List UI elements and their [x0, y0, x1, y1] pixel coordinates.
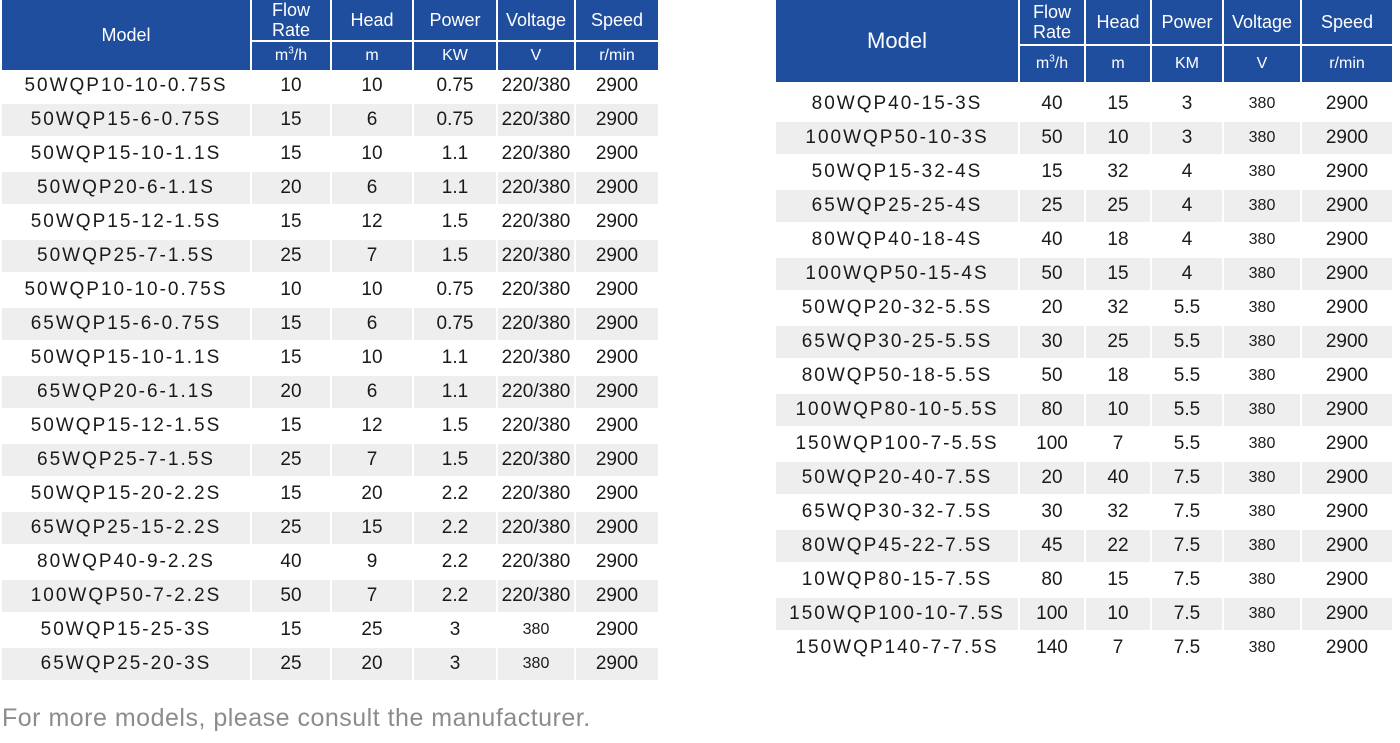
flow-rate-cell: 15	[252, 410, 332, 444]
table-row	[2, 648, 658, 682]
power-cell: 4	[1152, 224, 1224, 258]
power-cell: 1.5	[414, 410, 498, 444]
voltage-cell: 380	[1224, 564, 1302, 598]
model-cell: 65WQP30-25-5.5S	[776, 326, 1020, 360]
voltage-cell: 220/380	[498, 410, 576, 444]
speed-header: Speed	[1302, 0, 1392, 44]
head-cell: 25	[1086, 326, 1152, 360]
flow-rate-cell: 50	[1020, 360, 1086, 394]
flow-rate-cell: 140	[1020, 632, 1086, 666]
head-cell: 10	[332, 274, 414, 308]
power-cell: 3	[1152, 122, 1224, 156]
head-cell: 18	[1086, 224, 1152, 258]
table-row	[2, 104, 658, 138]
head-cell: 6	[332, 104, 414, 138]
voltage-unit: V	[1224, 44, 1302, 82]
table-row	[776, 428, 1392, 462]
head-cell: 25	[332, 614, 414, 648]
model-cell: 80WQP40-9-2.2S	[2, 546, 252, 580]
voltage-cell: 380	[1224, 360, 1302, 394]
voltage-cell: 220/380	[498, 172, 576, 206]
flow-rate-cell: 50	[252, 580, 332, 614]
speed-cell: 2900	[576, 648, 658, 682]
speed-cell: 2900	[576, 308, 658, 342]
model-cell: 50WQP10-10-0.75S	[2, 70, 252, 104]
voltage-cell: 380	[1224, 156, 1302, 190]
voltage-cell: 220/380	[498, 274, 576, 308]
model-cell: 65WQP20-6-1.1S	[2, 376, 252, 410]
speed-cell: 2900	[1302, 530, 1392, 564]
table-row	[776, 598, 1392, 632]
speed-cell: 2900	[576, 138, 658, 172]
voltage-cell: 220/380	[498, 308, 576, 342]
speed-cell: 2900	[576, 614, 658, 648]
header-row	[2, 0, 658, 40]
power-cell: 5.5	[1152, 394, 1224, 428]
head-cell: 7	[332, 580, 414, 614]
power-cell: 0.75	[414, 274, 498, 308]
voltage-cell: 220/380	[498, 342, 576, 376]
speed-cell: 2900	[1302, 122, 1392, 156]
model-cell: 100WQP50-7-2.2S	[2, 580, 252, 614]
flow-rate-cell: 20	[1020, 292, 1086, 326]
power-cell: 4	[1152, 156, 1224, 190]
table-row	[2, 70, 658, 104]
voltage-cell: 220/380	[498, 70, 576, 104]
table-row	[2, 138, 658, 172]
voltage-cell: 380	[1224, 632, 1302, 666]
voltage-cell: 220/380	[498, 580, 576, 614]
voltage-cell: 220/380	[498, 512, 576, 546]
voltage-cell: 380	[1224, 530, 1302, 564]
head-cell: 7	[332, 240, 414, 274]
flow-rate-header: Flow Rate	[1020, 0, 1086, 44]
model-cell: 10WQP80-15-7.5S	[776, 564, 1020, 598]
head-cell: 20	[332, 648, 414, 682]
model-cell: 100WQP50-15-4S	[776, 258, 1020, 292]
power-unit: KW	[414, 40, 498, 70]
model-cell: 50WQP20-32-5.5S	[776, 292, 1020, 326]
model-cell: 50WQP20-6-1.1S	[2, 172, 252, 206]
model-cell: 50WQP20-40-7.5S	[776, 462, 1020, 496]
table-row	[776, 258, 1392, 292]
flow-rate-cell: 100	[1020, 598, 1086, 632]
power-cell: 1.1	[414, 172, 498, 206]
flow-rate-cell: 25	[1020, 190, 1086, 224]
speed-cell: 2900	[1302, 394, 1392, 428]
speed-cell: 2900	[1302, 190, 1392, 224]
power-cell: 1.5	[414, 444, 498, 478]
table-row	[2, 308, 658, 342]
table-body	[776, 82, 1392, 666]
head-header: Head	[1086, 0, 1152, 44]
head-cell: 25	[1086, 190, 1152, 224]
power-cell: 7.5	[1152, 598, 1224, 632]
model-cell: 50WQP15-20-2.2S	[2, 478, 252, 512]
head-cell: 12	[332, 410, 414, 444]
footer-note: For more models, please consult the manufacturer.	[2, 704, 591, 732]
power-cell: 3	[414, 614, 498, 648]
voltage-cell: 380	[1224, 394, 1302, 428]
speed-cell: 2900	[1302, 360, 1392, 394]
model-cell: 150WQP140-7-7.5S	[776, 632, 1020, 666]
model-cell: 50WQP15-25-3S	[2, 614, 252, 648]
power-cell: 4	[1152, 190, 1224, 224]
model-cell: 50WQP15-10-1.1S	[2, 342, 252, 376]
model-cell: 65WQP25-20-3S	[2, 648, 252, 682]
power-cell: 2.2	[414, 580, 498, 614]
power-unit: KM	[1152, 44, 1224, 82]
flow-rate-cell: 15	[252, 308, 332, 342]
flow-rate-cell: 10	[252, 274, 332, 308]
speed-cell: 2900	[576, 376, 658, 410]
voltage-cell: 220/380	[498, 376, 576, 410]
speed-cell: 2900	[576, 410, 658, 444]
table-row	[2, 478, 658, 512]
head-cell: 7	[332, 444, 414, 478]
model-cell: 50WQP15-12-1.5S	[2, 410, 252, 444]
flow-rate-cell: 80	[1020, 394, 1086, 428]
power-cell: 1.5	[414, 206, 498, 240]
power-cell: 2.2	[414, 546, 498, 580]
power-cell: 2.2	[414, 512, 498, 546]
speed-cell: 2900	[1302, 258, 1392, 292]
head-cell: 7	[1086, 428, 1152, 462]
speed-cell: 2900	[576, 240, 658, 274]
flow-rate-cell: 30	[1020, 326, 1086, 360]
flow-rate-cell: 45	[1020, 530, 1086, 564]
speed-cell: 2900	[1302, 292, 1392, 326]
model-cell: 65WQP25-15-2.2S	[2, 512, 252, 546]
power-cell: 7.5	[1152, 564, 1224, 598]
voltage-header: Voltage	[498, 0, 576, 40]
head-cell: 10	[1086, 598, 1152, 632]
voltage-cell: 220/380	[498, 104, 576, 138]
table-row	[2, 206, 658, 240]
table-row	[2, 410, 658, 444]
head-cell: 15	[1086, 564, 1152, 598]
speed-cell: 2900	[576, 342, 658, 376]
speed-cell: 2900	[576, 172, 658, 206]
flow-rate-cell: 15	[252, 478, 332, 512]
head-cell: 32	[1086, 292, 1152, 326]
flow-rate-unit: $m^3/h$	[252, 40, 332, 70]
speed-cell: 2900	[576, 546, 658, 580]
table-row	[776, 394, 1392, 428]
power-cell: 5.5	[1152, 428, 1224, 462]
head-cell: 6	[332, 308, 414, 342]
voltage-cell: 220/380	[498, 478, 576, 512]
table-row	[776, 224, 1392, 258]
table-row	[776, 326, 1392, 360]
head-cell: 22	[1086, 530, 1152, 564]
model-header: Model	[2, 0, 252, 70]
flow-rate-cell: 15	[1020, 156, 1086, 190]
model-cell: 80WQP40-18-4S	[776, 224, 1020, 258]
flow-rate-unit: $m^3/h$	[1020, 44, 1086, 82]
table-row	[776, 632, 1392, 666]
model-cell: 100WQP80-10-5.5S	[776, 394, 1020, 428]
power-cell: 3	[1152, 88, 1224, 122]
model-cell: 150WQP100-10-7.5S	[776, 598, 1020, 632]
voltage-cell: 220/380	[498, 240, 576, 274]
flow-rate-cell: 20	[1020, 462, 1086, 496]
table-body	[2, 70, 658, 682]
speed-cell: 2900	[1302, 428, 1392, 462]
head-header: Head	[332, 0, 414, 40]
flow-rate-cell: 15	[252, 104, 332, 138]
power-cell: 5.5	[1152, 326, 1224, 360]
head-cell: 10	[1086, 394, 1152, 428]
voltage-cell: 380	[1224, 190, 1302, 224]
speed-cell: 2900	[1302, 632, 1392, 666]
voltage-cell: 220/380	[498, 546, 576, 580]
head-cell: 10	[332, 138, 414, 172]
model-cell: 50WQP15-6-0.75S	[2, 104, 252, 138]
voltage-cell: 380	[1224, 428, 1302, 462]
head-cell: 32	[1086, 156, 1152, 190]
power-cell: 0.75	[414, 104, 498, 138]
power-cell: 7.5	[1152, 632, 1224, 666]
flow-rate-cell: 10	[252, 70, 332, 104]
power-cell: 5.5	[1152, 292, 1224, 326]
flow-rate-header: Flow Rate	[252, 0, 332, 40]
head-cell: 40	[1086, 462, 1152, 496]
head-cell: 12	[332, 206, 414, 240]
table-row	[776, 564, 1392, 598]
speed-cell: 2900	[576, 580, 658, 614]
speed-cell: 2900	[1302, 462, 1392, 496]
table-row	[2, 546, 658, 580]
speed-cell: 2900	[1302, 156, 1392, 190]
table-row	[776, 88, 1392, 122]
speed-cell: 2900	[576, 478, 658, 512]
head-cell: 10	[332, 342, 414, 376]
flow-rate-cell: 40	[1020, 224, 1086, 258]
speed-cell: 2900	[1302, 326, 1392, 360]
model-cell: 150WQP100-7-5.5S	[776, 428, 1020, 462]
model-cell: 50WQP25-7-1.5S	[2, 240, 252, 274]
power-cell: 3	[414, 648, 498, 682]
voltage-cell: 380	[1224, 88, 1302, 122]
speed-unit: r/min	[576, 40, 658, 70]
voltage-cell: 380	[1224, 224, 1302, 258]
head-cell: 15	[1086, 258, 1152, 292]
model-cell: 50WQP10-10-0.75S	[2, 274, 252, 308]
power-header: Power	[414, 0, 498, 40]
model-cell: 50WQP15-12-1.5S	[2, 206, 252, 240]
power-cell: 1.1	[414, 376, 498, 410]
voltage-cell: 380	[1224, 496, 1302, 530]
spec-table-left	[2, 0, 658, 682]
head-unit: m	[1086, 44, 1152, 82]
speed-cell: 2900	[1302, 564, 1392, 598]
head-cell: 7	[1086, 632, 1152, 666]
model-cell: 50WQP15-10-1.1S	[2, 138, 252, 172]
head-cell: 32	[1086, 496, 1152, 530]
speed-cell: 2900	[1302, 88, 1392, 122]
flow-rate-cell: 40	[252, 546, 332, 580]
table-row	[776, 190, 1392, 224]
speed-unit: r/min	[1302, 44, 1392, 82]
voltage-cell: 380	[498, 648, 576, 682]
voltage-cell: 380	[1224, 122, 1302, 156]
power-cell: 1.5	[414, 240, 498, 274]
head-cell: 15	[332, 512, 414, 546]
flow-rate-cell: 15	[252, 614, 332, 648]
power-cell: 7.5	[1152, 496, 1224, 530]
head-unit: m	[332, 40, 414, 70]
model-cell: 65WQP15-6-0.75S	[2, 308, 252, 342]
speed-cell: 2900	[1302, 598, 1392, 632]
table-row	[2, 240, 658, 274]
voltage-cell: 380	[1224, 292, 1302, 326]
table-row	[776, 360, 1392, 394]
voltage-header: Voltage	[1224, 0, 1302, 44]
voltage-cell: 380	[1224, 462, 1302, 496]
power-cell: 2.2	[414, 478, 498, 512]
flow-rate-cell: 20	[252, 172, 332, 206]
speed-header: Speed	[576, 0, 658, 40]
speed-cell: 2900	[576, 104, 658, 138]
model-cell: 80WQP45-22-7.5S	[776, 530, 1020, 564]
flow-rate-cell: 25	[252, 512, 332, 546]
head-cell: 15	[1086, 88, 1152, 122]
table-row	[776, 156, 1392, 190]
model-cell: 80WQP40-15-3S	[776, 88, 1020, 122]
voltage-cell: 380	[1224, 258, 1302, 292]
head-cell: 6	[332, 172, 414, 206]
head-cell: 10	[1086, 122, 1152, 156]
model-cell: 65WQP25-25-4S	[776, 190, 1020, 224]
power-cell: 1.1	[414, 342, 498, 376]
spec-table-right	[776, 0, 1392, 666]
table-row	[776, 462, 1392, 496]
header-row	[776, 0, 1392, 44]
power-header: Power	[1152, 0, 1224, 44]
flow-rate-cell: 80	[1020, 564, 1086, 598]
flow-rate-cell: 15	[252, 342, 332, 376]
model-cell: 50WQP15-32-4S	[776, 156, 1020, 190]
power-cell: 1.1	[414, 138, 498, 172]
flow-rate-cell: 25	[252, 648, 332, 682]
table-row	[2, 172, 658, 206]
flow-rate-cell: 100	[1020, 428, 1086, 462]
model-header: Model	[776, 0, 1020, 82]
head-cell: 6	[332, 376, 414, 410]
head-cell: 18	[1086, 360, 1152, 394]
head-cell: 20	[332, 478, 414, 512]
head-cell: 10	[332, 70, 414, 104]
voltage-cell: 380	[1224, 598, 1302, 632]
flow-rate-cell: 20	[252, 376, 332, 410]
model-cell: 65WQP30-32-7.5S	[776, 496, 1020, 530]
speed-cell: 2900	[576, 206, 658, 240]
model-cell: 100WQP50-10-3S	[776, 122, 1020, 156]
power-cell: 4	[1152, 258, 1224, 292]
flow-rate-cell: 40	[1020, 88, 1086, 122]
flow-rate-cell: 25	[252, 240, 332, 274]
table-row	[2, 512, 658, 546]
table-row	[2, 342, 658, 376]
power-cell: 5.5	[1152, 360, 1224, 394]
table-row	[776, 530, 1392, 564]
voltage-cell: 220/380	[498, 206, 576, 240]
voltage-cell: 380	[498, 614, 576, 648]
table-row	[2, 444, 658, 478]
voltage-cell: 220/380	[498, 444, 576, 478]
speed-cell: 2900	[1302, 224, 1392, 258]
voltage-unit: V	[498, 40, 576, 70]
speed-cell: 2900	[576, 512, 658, 546]
speed-cell: 2900	[576, 274, 658, 308]
table-row	[776, 292, 1392, 326]
power-cell: 7.5	[1152, 530, 1224, 564]
table-row	[2, 376, 658, 410]
power-cell: 7.5	[1152, 462, 1224, 496]
speed-cell: 2900	[576, 70, 658, 104]
model-cell: 80WQP50-18-5.5S	[776, 360, 1020, 394]
flow-rate-cell: 25	[252, 444, 332, 478]
model-cell: 65WQP25-7-1.5S	[2, 444, 252, 478]
table-row	[776, 496, 1392, 530]
table-row	[2, 580, 658, 614]
flow-rate-cell: 15	[252, 206, 332, 240]
flow-rate-cell: 30	[1020, 496, 1086, 530]
speed-cell: 2900	[1302, 496, 1392, 530]
voltage-cell: 220/380	[498, 138, 576, 172]
power-cell: 0.75	[414, 70, 498, 104]
head-cell: 9	[332, 546, 414, 580]
flow-rate-cell: 50	[1020, 258, 1086, 292]
voltage-cell: 380	[1224, 326, 1302, 360]
flow-rate-cell: 15	[252, 138, 332, 172]
flow-rate-cell: 50	[1020, 122, 1086, 156]
power-cell: 0.75	[414, 308, 498, 342]
speed-cell: 2900	[576, 444, 658, 478]
table-row	[2, 614, 658, 648]
table-row	[776, 122, 1392, 156]
table-row	[2, 274, 658, 308]
